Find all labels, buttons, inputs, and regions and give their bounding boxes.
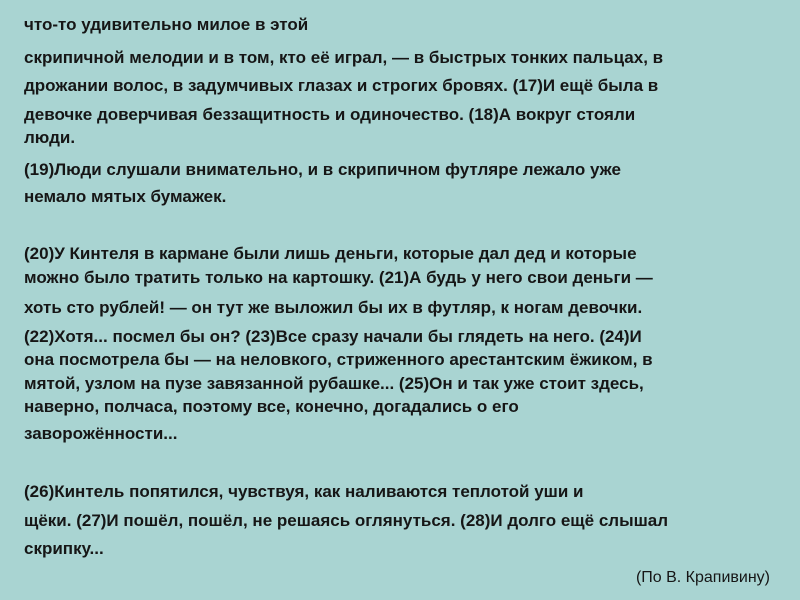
text-line: наверно, полчаса, поэтому все, конечно, догадались о его [24, 397, 519, 416]
text-line: щёки. (27)И пошёл, пошёл, не решаясь оглянуться. (28)И долго ещё слышал [24, 511, 669, 530]
source-attribution: (По В. Крапивину) [635, 569, 770, 586]
text-line: (22)Хотя... посмел бы он? (23)Все сразу начали бы глядеть на него. (24)И [24, 327, 642, 346]
text-line: девочке доверчивая беззащитность и одиночество. (18)А вокруг стояли [24, 105, 636, 124]
text-line: (19)Люди слушали внимательно, и в скрипичном футляре лежало уже [24, 160, 621, 179]
text-line: (26)Кинтель попятился, чувствуя, как наливаются теплотой уши и [24, 482, 584, 501]
text-line: (20)У Кинтеля в кармане были лишь деньги, которые дал дед и которые [24, 244, 637, 263]
text-line: люди. [24, 128, 76, 147]
text-line: немало мятых бумажек. [24, 187, 227, 206]
text-line: заворожённости... [24, 424, 178, 443]
text-line: скрипичной мелодии и в том, кто её играл, — в быстрых тонких пальцах, в [24, 48, 664, 67]
text-line: хоть сто рублей! — он тут же выложил бы их в футляр, к ногам девочки. [24, 298, 643, 317]
text-line: скрипку... [24, 539, 104, 558]
text-line: мятой, узлом на пузе завязанной рубашке... (25)Он и так уже стоит здесь, [24, 374, 644, 393]
text-line: можно было тратить только на картошку. (21)А будь у него свои деньги — [24, 268, 653, 287]
text-line: она посмотрела бы — на неловкого, стриженного арестантским ёжиком, в [24, 350, 653, 369]
text-line: дрожании волос, в задумчивых глазах и строгих бровях. (17)И ещё была в [24, 76, 659, 95]
text-line: что-то удивительно милое в этой [24, 15, 309, 34]
